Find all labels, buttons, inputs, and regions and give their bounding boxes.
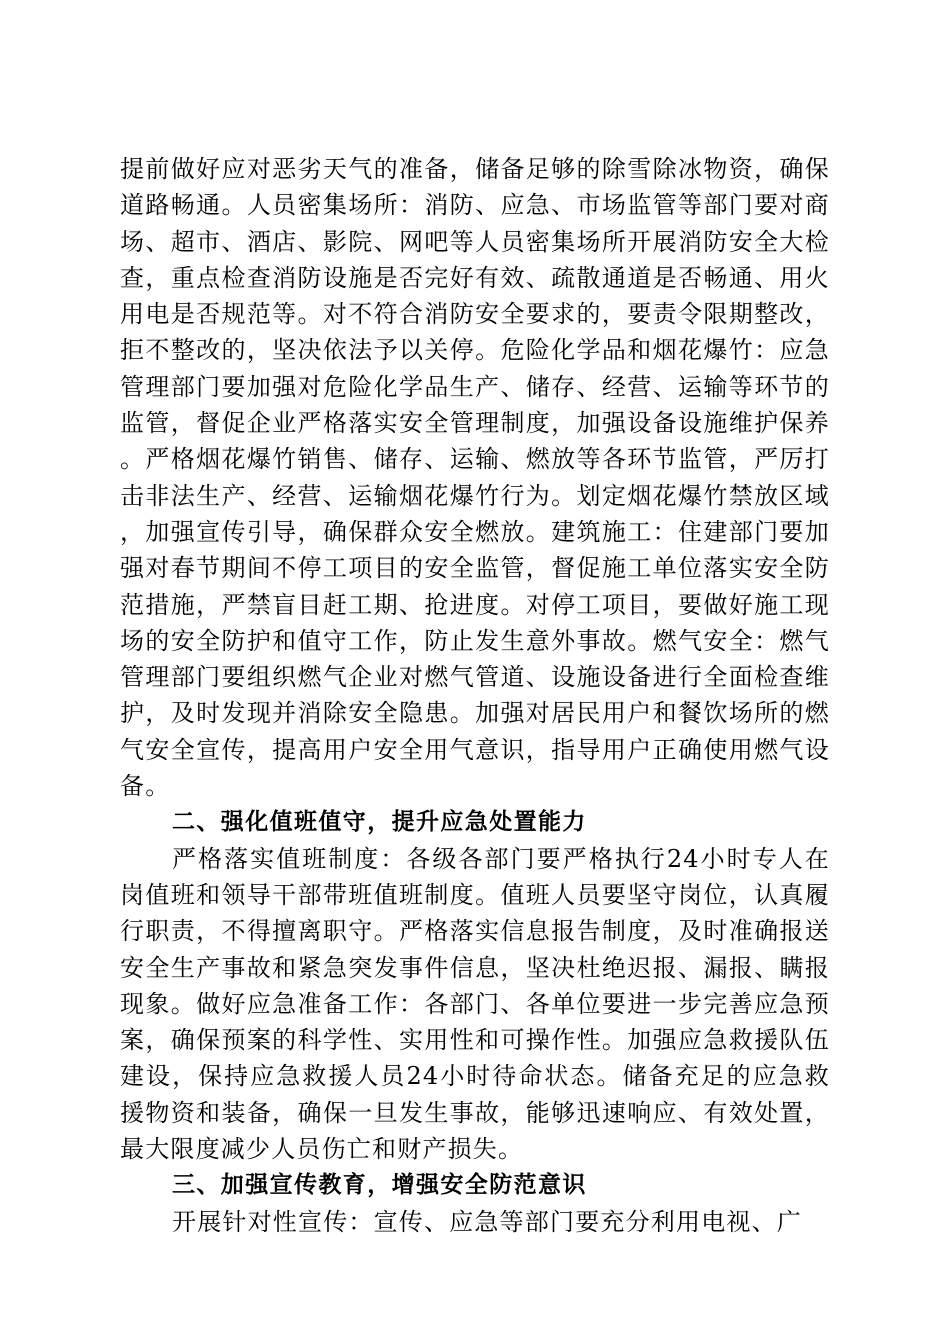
section-heading-3: 三、加强宣传教育，增强安全防范意识 (172, 1172, 587, 1199)
body-paragraph-duty: 严格落实值班制度：各级各部门要严格执行24小时专人在岗值班和领导干部带班值班制度。值班人员要坚守岗位，认真履行职责，不得擅离职守。严格落实信息报告制度，及时准确报送安全生产事故和紧急突发事件信息，坚决杜绝迟报、漏报、瞒报现象。做好应急准备工作：各部门、各单位要进一步完善应急预案，确保预案的科学性、实用性和可操作性。加强应急救援队伍建设，保持应急救援人员24小时待命状态。储备充足的应急救援物资和装备，确保一旦发生事故，能够迅速响应、有效处置，最大限度减少人员伤亡和财产损失。 (120, 844, 830, 1164)
section-heading-2: 二、强化值班值守，提升应急处置能力 (172, 809, 587, 836)
document-body (120, 151, 830, 1240)
body-paragraph-publicity: 开展针对性宣传：宣传、应急等部门要充分利用电视、广 (172, 1207, 802, 1236)
body-paragraph-continued: 提前做好应对恶劣天气的准备，储备足够的除雪除冰物资，确保道路畅通。人员密集场所：消防、应急、市场监管等部门要对商场、超市、酒店、影院、网吧等人员密集场所开展消防安全大检查，重点检查消防设施是否完好有效、疏散通道是否畅通、用火用电是否规范等。对不符合消防安全要求的，要责令限期整改，拒不整改的，坚决依法予以关停。危险化学品和烟花爆竹：应急管理部门要加强对危险化学品生产、储存、经营、运输等环节的监管，督促企业严格落实安全管理制度，加强设备设施维护保养。严格烟花爆竹销售、储存、运输、燃放等各环节监管，严厉打击非法生产、经营、运输烟花爆竹行为。划定烟花爆竹禁放区域，加强宣传引导，确保群众安全燃放。建筑施工：住建部门要加强对春节期间不停工项目的安全监管，督促施工单位落实安全防范措施，严禁盲目赶工期、抢进度。对停工项目，要做好施工现场的安全防护和值守工作，防止发生意外事故。燃气安全：燃气管理部门要组织燃气企业对燃气管道、设施设备进行全面检查维护，及时发现并消除安全隐患。加强对居民用户和餐饮场所的燃气安全宣传，提高用户安全用气意识，指导用户正确使用燃气设备。 (120, 155, 830, 801)
